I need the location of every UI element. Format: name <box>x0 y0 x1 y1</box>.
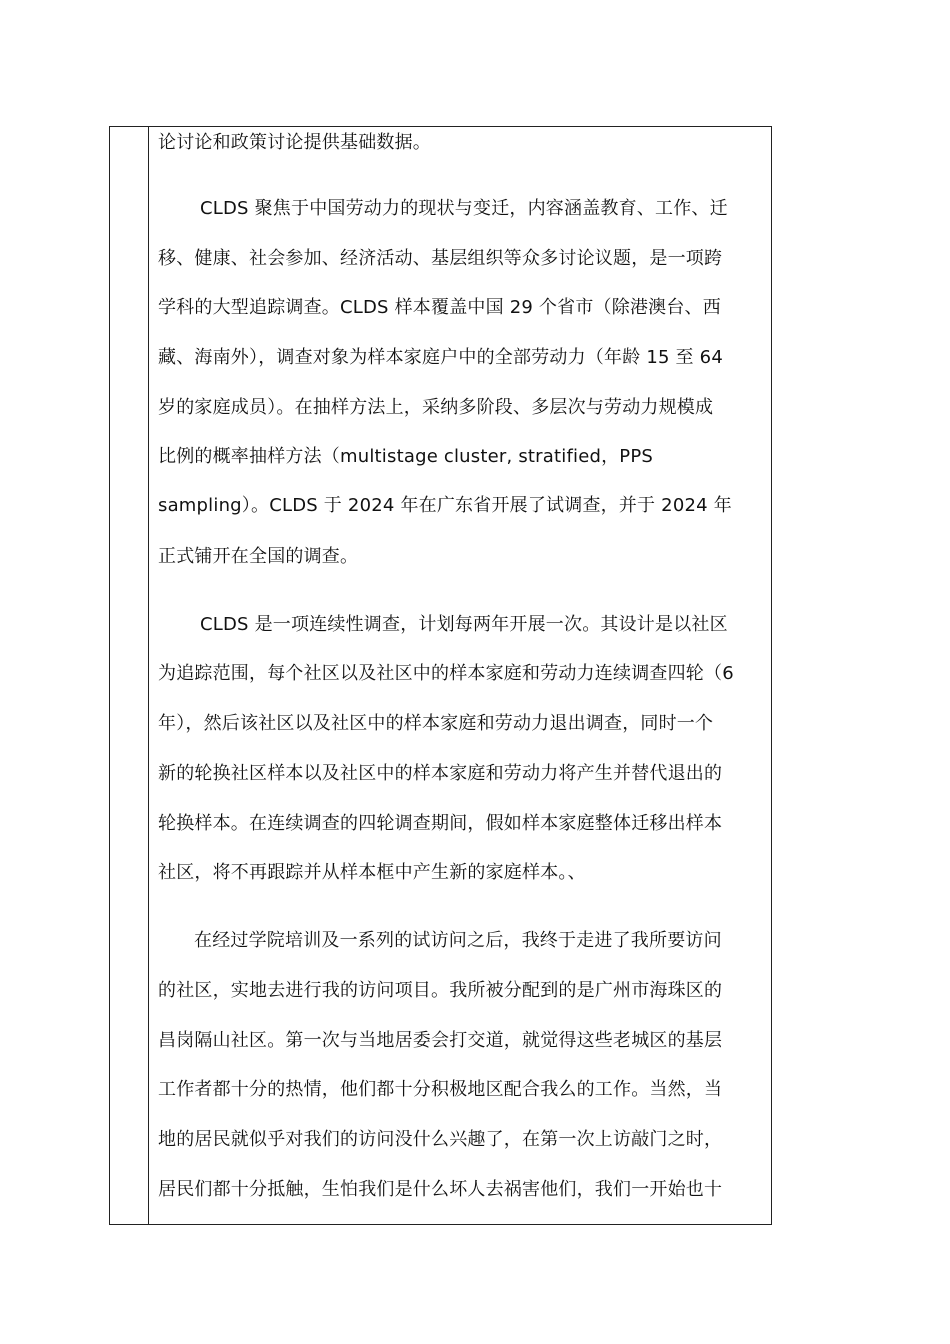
text-line: 正式铺开在全国的调查。 <box>158 546 359 567</box>
text-line: 社区，将不再跟踪并从样本框中产生新的家庭样本。、 <box>158 862 586 883</box>
text-line: CLDS 是一项连续性调查，计划每两年开展一次。其设计是以社区 <box>200 614 728 635</box>
text-line: sampling）。CLDS 于 2024 年在广东省开展了试调查，并于 2024 年 <box>158 495 732 516</box>
text-line: 比例的概率抽样方法（multistage cluster, stratified，PPS <box>158 446 654 467</box>
text-line: 的社区，实地去进行我的访问项目。我所被分配到的是广州市海珠区的 <box>158 980 723 1001</box>
text-line: 工作者都十分的热情，他们都十分积极地区配合我么的工作。当然，当 <box>158 1079 723 1100</box>
text-line: 新的轮换社区样本以及社区中的样本家庭和劳动力将产生并替代退出的 <box>158 763 723 784</box>
text-line: 轮换样本。在连续调查的四轮调查期间，假如样本家庭整体迁移出样本 <box>158 813 723 834</box>
text-line: 论讨论和政策讨论提供基础数据。 <box>158 132 431 153</box>
text-line: 年），然后该社区以及社区中的样本家庭和劳动力退出调查，同时一个 <box>158 713 714 734</box>
text-line: 为追踪范围，每个社区以及社区中的样本家庭和劳动力连续调查四轮（6 <box>158 663 734 684</box>
text-line: 移、健康、社会参加、经济活动、基层组织等众多讨论议题，是一项跨 <box>158 248 723 269</box>
text-line: 居民们都十分抵触，生怕我们是什么坏人去祸害他们，我们一开始也十 <box>158 1179 723 1200</box>
text-line: 岁的家庭成员）。在抽样方法上，采纳多阶段、多层次与劳动力规模成 <box>158 397 714 418</box>
text-line: 学科的大型追踪调查。CLDS 样本覆盖中国 29 个省市（除港澳台、西 <box>158 297 721 318</box>
text-line: 在经过学院培训及一系列的试访问之后，我终于走进了我所要访问 <box>194 930 722 951</box>
text-line: 昌岗隔山社区。第一次与当地居委会打交道，就觉得这些老城区的基层 <box>158 1030 723 1051</box>
text-line: 地的居民就似乎对我们的访问没什么兴趣了，在第一次上访敲门之时， <box>158 1129 723 1150</box>
document-table <box>109 126 772 1225</box>
table-left-column <box>110 127 149 1224</box>
text-line: 藏、海南外），调查对象为样本家庭户中的全部劳动力（年龄 15 至 64 <box>158 347 723 368</box>
text-line: CLDS 聚焦于中国劳动力的现状与变迁，内容涵盖教育、工作、迁 <box>200 198 728 219</box>
